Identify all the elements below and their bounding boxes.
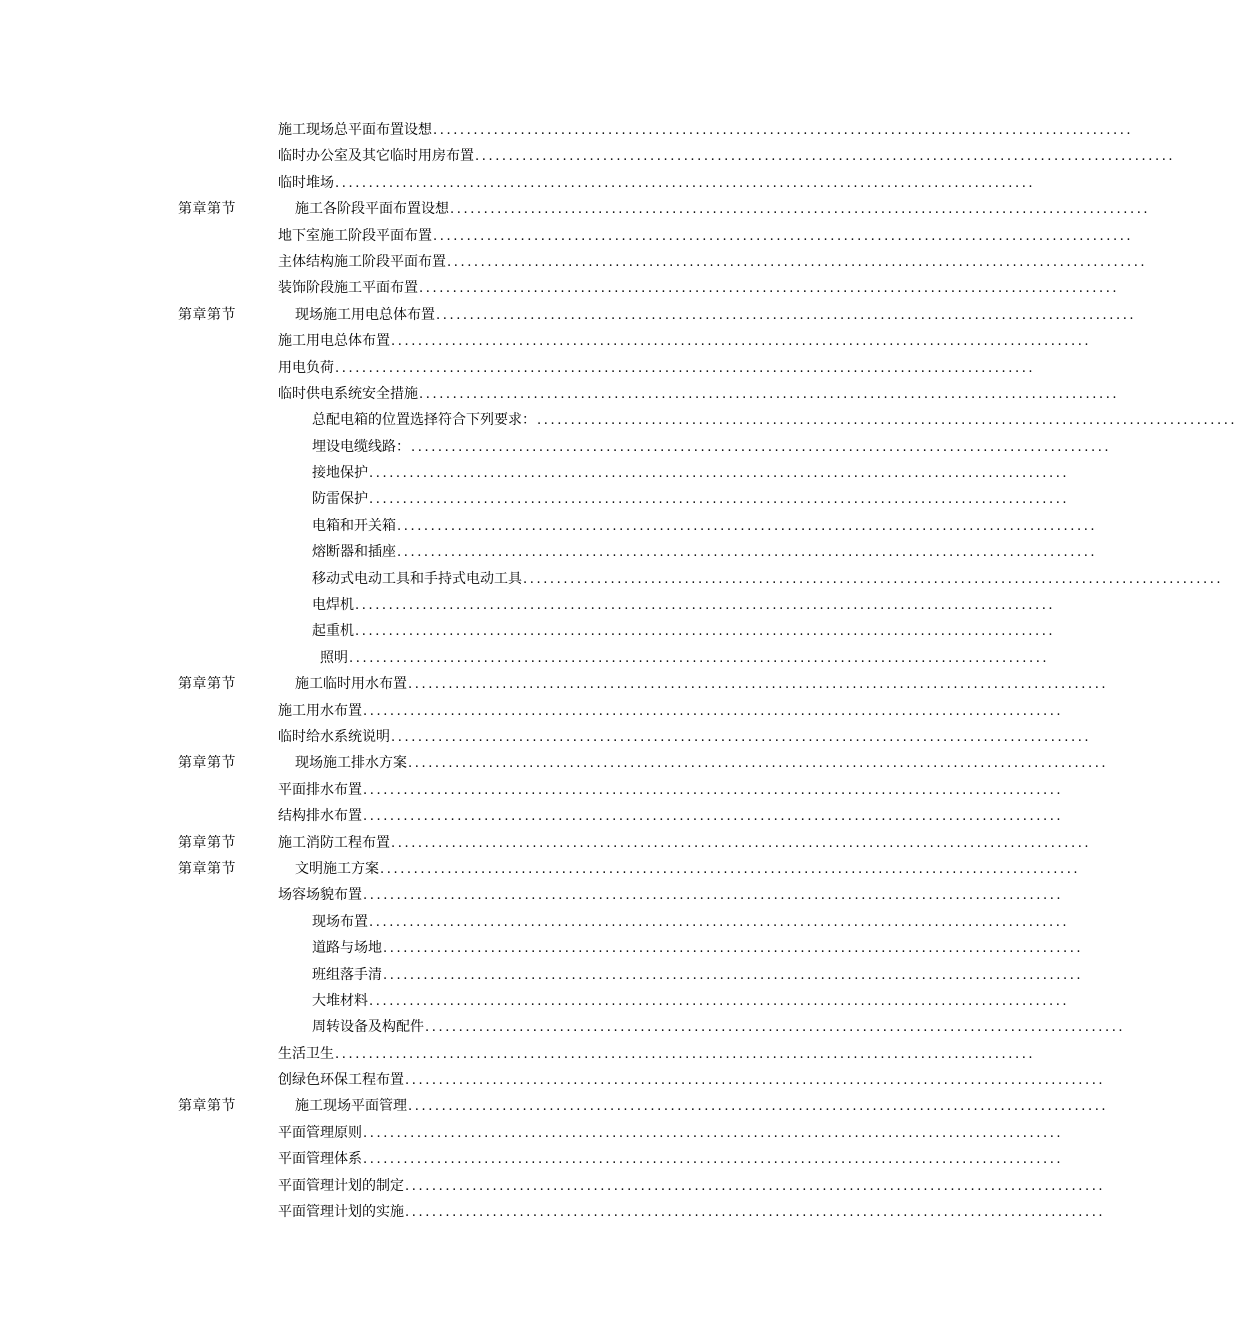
toc-row	[0, 856, 1081, 882]
toc-row	[0, 355, 1036, 381]
toc-leader-dots: ........................................................................................................	[335, 175, 1036, 191]
toc-entry-link[interactable]	[295, 1093, 1109, 1120]
toc-entry-link[interactable]	[278, 143, 1176, 170]
toc-leader-dots: ........................................................................................................	[335, 1046, 1036, 1062]
toc-entry-title: 班组落手清	[312, 966, 382, 983]
toc-leader-dots: ........................................................................................................	[355, 624, 1056, 640]
toc-leader-dots: ........................................................................................................	[419, 386, 1120, 402]
toc-row	[0, 1146, 1064, 1172]
toc-entry-title: 埋设电缆线路：	[312, 438, 410, 455]
toc-entry-link[interactable]	[278, 830, 1092, 857]
toc-leader-dots: ........................................................................................................	[369, 466, 1070, 482]
toc-leader-dots: ........................................................................................................	[397, 518, 1098, 534]
toc-entry-title: 防雷保护	[312, 491, 368, 508]
toc-leader-dots: ........................................................................................................	[380, 861, 1081, 877]
toc-entry-link[interactable]	[295, 196, 1151, 223]
toc-entry-link[interactable]	[312, 434, 1112, 461]
toc-leader-dots: ........................................................................................................	[369, 492, 1070, 508]
toc-leader-dots: ........................................................................................................	[355, 598, 1056, 614]
toc-leader-dots: ........................................................................................................	[363, 782, 1064, 798]
toc-entry-title: 结构排水布置	[278, 808, 362, 825]
toc-row	[0, 777, 1064, 803]
toc-leader-dots: ........................................................................................................	[383, 967, 1084, 983]
toc-row	[0, 460, 1070, 486]
toc-leader-dots: ........................................................................................................	[363, 888, 1064, 904]
toc-chapter-label: 第章第节	[178, 860, 236, 877]
toc-row	[0, 1173, 1106, 1199]
toc-entry-title: 施工各阶段平面布置设想	[295, 201, 449, 218]
toc-entry-link[interactable]	[278, 777, 1064, 804]
toc-entry-title: 照明	[320, 649, 348, 666]
toc-row	[0, 988, 1070, 1014]
toc-entry-title: 周转设备及构配件	[312, 1019, 424, 1036]
toc-leader-dots: ........................................................................................................	[408, 756, 1109, 772]
toc-entry-title: 电箱和开关箱	[312, 517, 396, 534]
table-of-contents	[0, 117, 1237, 1225]
toc-entry-link[interactable]	[295, 302, 1137, 329]
toc-entry-title: 平面排水布置	[278, 781, 362, 798]
toc-leader-dots: ........................................................................................................	[397, 545, 1098, 561]
toc-row	[0, 1093, 1109, 1119]
toc-entry-title: 现场布置	[312, 913, 368, 930]
toc-row	[0, 1120, 1064, 1146]
toc-entry-title: 施工现场总平面布置设想	[278, 122, 432, 138]
toc-leader-dots: ........................................................................................................	[436, 307, 1137, 323]
toc-entry-link[interactable]	[278, 355, 1036, 382]
toc-row	[0, 566, 1224, 592]
toc-entry-link[interactable]	[312, 618, 1056, 645]
toc-row	[0, 275, 1120, 301]
toc-entry-title: 熔断器和插座	[312, 544, 396, 561]
toc-leader-dots: ........................................................................................................	[425, 1020, 1126, 1036]
toc-row	[0, 143, 1176, 169]
toc-entry-link[interactable]	[278, 803, 1064, 830]
toc-leader-dots: ........................................................................................................	[475, 149, 1176, 165]
toc-leader-dots: ........................................................................................................	[349, 650, 1050, 666]
toc-entry-link[interactable]	[295, 671, 1109, 698]
toc-row	[0, 698, 1064, 724]
toc-entry-title: 电焊机	[312, 597, 354, 614]
toc-entry-title: 创绿色环保工程布置	[278, 1072, 404, 1089]
toc-leader-dots: ........................................................................................................	[433, 123, 1134, 138]
toc-row	[0, 539, 1098, 565]
toc-entry-link[interactable]	[278, 1067, 1106, 1094]
toc-entry-link[interactable]	[278, 170, 1036, 197]
toc-entry-title: 道路与场地	[312, 940, 382, 957]
toc-entry-link[interactable]	[312, 962, 1084, 989]
toc-entry-title: 大堆材料	[312, 992, 368, 1009]
toc-row	[0, 1067, 1106, 1093]
toc-row	[0, 1199, 1106, 1225]
toc-leader-dots: ........................................................................................................	[433, 228, 1134, 244]
toc-row	[0, 671, 1109, 697]
toc-entry-title: 移动式电动工具和手持式电动工具	[312, 570, 522, 587]
toc-row	[0, 486, 1070, 512]
toc-entry-link[interactable]	[312, 539, 1098, 566]
toc-entry-title: 平面管理计划的实施	[278, 1204, 404, 1221]
toc-entry-link[interactable]	[312, 566, 1224, 593]
toc-entry-link[interactable]	[278, 381, 1120, 408]
toc-entry-link[interactable]	[278, 117, 1134, 144]
toc-entry-link[interactable]	[278, 1173, 1106, 1200]
toc-entry-link[interactable]	[312, 935, 1084, 962]
toc-entry-link[interactable]	[278, 1120, 1064, 1147]
toc-leader-dots: ........................................................................................................	[405, 1178, 1106, 1194]
toc-entry-title: 装饰阶段施工平面布置	[278, 280, 418, 297]
toc-entry-link[interactable]	[278, 698, 1064, 725]
toc-entry-title: 施工消防工程布置	[278, 834, 390, 851]
toc-row	[0, 302, 1137, 328]
toc-leader-dots: ........................................................................................................	[405, 1205, 1106, 1221]
toc-row	[0, 935, 1084, 961]
toc-entry-title: 临时办公室及其它临时用房布置	[278, 148, 474, 165]
toc-leader-dots: ........................................................................................................	[408, 1099, 1109, 1115]
toc-chapter-label: 第章第节	[178, 201, 236, 218]
toc-row	[0, 803, 1064, 829]
toc-entry-title: 接地保护	[312, 465, 368, 482]
toc-entry-title: 施工临时用水布置	[295, 676, 407, 693]
toc-leader-dots: ........................................................................................................	[363, 1152, 1064, 1168]
toc-row	[0, 249, 1148, 275]
toc-leader-dots: ........................................................................................................	[335, 360, 1036, 376]
toc-row	[0, 434, 1112, 460]
toc-row	[0, 407, 1237, 433]
toc-row	[0, 328, 1092, 354]
toc-leader-dots: ........................................................................................................	[411, 439, 1112, 455]
toc-row	[0, 962, 1084, 988]
toc-entry-link[interactable]	[312, 592, 1056, 619]
toc-entry-title: 现场施工排水方案	[295, 755, 407, 772]
toc-entry-title: 用电负荷	[278, 359, 334, 376]
toc-row	[0, 1014, 1126, 1040]
toc-entry-link[interactable]	[278, 223, 1134, 250]
toc-chapter-label: 第章第节	[178, 755, 236, 772]
toc-leader-dots: ........................................................................................................	[391, 729, 1092, 745]
toc-chapter-label: 第章第节	[178, 1098, 236, 1115]
toc-entry-title: 生活卫生	[278, 1045, 334, 1062]
toc-entry-title: 平面管理原则	[278, 1124, 362, 1141]
toc-row	[0, 618, 1056, 644]
toc-row	[0, 909, 1070, 935]
toc-entry-link[interactable]	[312, 988, 1070, 1015]
toc-entry-title: 总配电箱的位置选择符合下列要求：	[312, 412, 536, 429]
toc-entry-title: 场容场貌布置	[278, 887, 362, 904]
toc-row	[0, 645, 1050, 671]
toc-entry-link[interactable]	[278, 1199, 1106, 1226]
toc-leader-dots: ........................................................................................................	[405, 1073, 1106, 1089]
toc-entry-link[interactable]	[295, 750, 1109, 777]
toc-entry-title: 主体结构施工阶段平面布置	[278, 253, 446, 270]
toc-entry-link[interactable]	[278, 328, 1092, 355]
toc-entry-link[interactable]	[278, 275, 1120, 302]
toc-row	[0, 196, 1151, 222]
toc-leader-dots: ........................................................................................................	[391, 835, 1092, 851]
toc-entry-link[interactable]	[312, 460, 1070, 487]
toc-row	[0, 381, 1120, 407]
toc-row	[0, 882, 1064, 908]
toc-leader-dots: ........................................................................................................	[450, 202, 1151, 218]
toc-entry-link[interactable]	[278, 882, 1064, 909]
toc-entry-title: 施工用电总体布置	[278, 333, 390, 350]
toc-row	[0, 750, 1109, 776]
toc-leader-dots: ........................................................................................................	[363, 809, 1064, 825]
toc-row	[0, 592, 1056, 618]
toc-leader-dots: ........................................................................................................	[391, 334, 1092, 350]
toc-leader-dots: ........................................................................................................	[408, 677, 1109, 693]
toc-entry-link[interactable]	[312, 513, 1098, 540]
toc-row	[0, 724, 1092, 750]
toc-entry-link[interactable]	[312, 407, 1237, 434]
toc-entry-title: 临时给水系统说明	[278, 728, 390, 745]
toc-entry-title: 临时堆场	[278, 174, 334, 191]
toc-row	[0, 830, 1092, 856]
toc-entry-link[interactable]	[295, 856, 1081, 883]
toc-leader-dots: ........................................................................................................	[363, 703, 1064, 719]
toc-entry-link[interactable]	[278, 724, 1092, 751]
toc-entry-title: 施工现场平面管理	[295, 1098, 407, 1115]
toc-leader-dots: ........................................................................................................	[369, 993, 1070, 1009]
toc-entry-link[interactable]	[278, 249, 1148, 276]
toc-entry-title: 现场施工用电总体布置	[295, 306, 435, 323]
toc-entry-link[interactable]	[278, 1041, 1036, 1068]
toc-entry-title: 地下室施工阶段平面布置	[278, 227, 432, 244]
toc-entry-title: 文明施工方案	[295, 860, 379, 877]
toc-leader-dots: ........................................................................................................	[363, 1125, 1064, 1141]
toc-leader-dots: ........................................................................................................	[383, 941, 1084, 957]
toc-entry-title: 施工用水布置	[278, 702, 362, 719]
toc-entry-title: 平面管理计划的制定	[278, 1177, 404, 1194]
toc-row	[0, 170, 1036, 196]
toc-entry-title: 起重机	[312, 623, 354, 640]
toc-row	[0, 223, 1134, 249]
toc-row	[0, 117, 1134, 143]
toc-row	[0, 513, 1098, 539]
toc-entry-title: 临时供电系统安全措施	[278, 385, 418, 402]
toc-entry-link[interactable]	[312, 909, 1070, 936]
toc-chapter-label: 第章第节	[178, 676, 236, 693]
toc-leader-dots: ........................................................................................................	[419, 281, 1120, 297]
toc-chapter-label: 第章第节	[178, 834, 236, 851]
toc-leader-dots: ........................................................................................................	[523, 571, 1224, 587]
toc-row	[0, 1041, 1036, 1067]
toc-entry-link[interactable]	[312, 1014, 1126, 1041]
toc-leader-dots: ........................................................................................................	[447, 254, 1148, 270]
toc-entry-title: 平面管理体系	[278, 1151, 362, 1168]
toc-entry-link[interactable]	[312, 486, 1070, 513]
toc-entry-link[interactable]	[278, 1146, 1064, 1173]
toc-chapter-label: 第章第节	[178, 306, 236, 323]
toc-entry-link[interactable]	[320, 645, 1050, 672]
toc-leader-dots: ........................................................................................................	[369, 914, 1070, 930]
toc-leader-dots: ........................................................................................................	[537, 413, 1237, 429]
